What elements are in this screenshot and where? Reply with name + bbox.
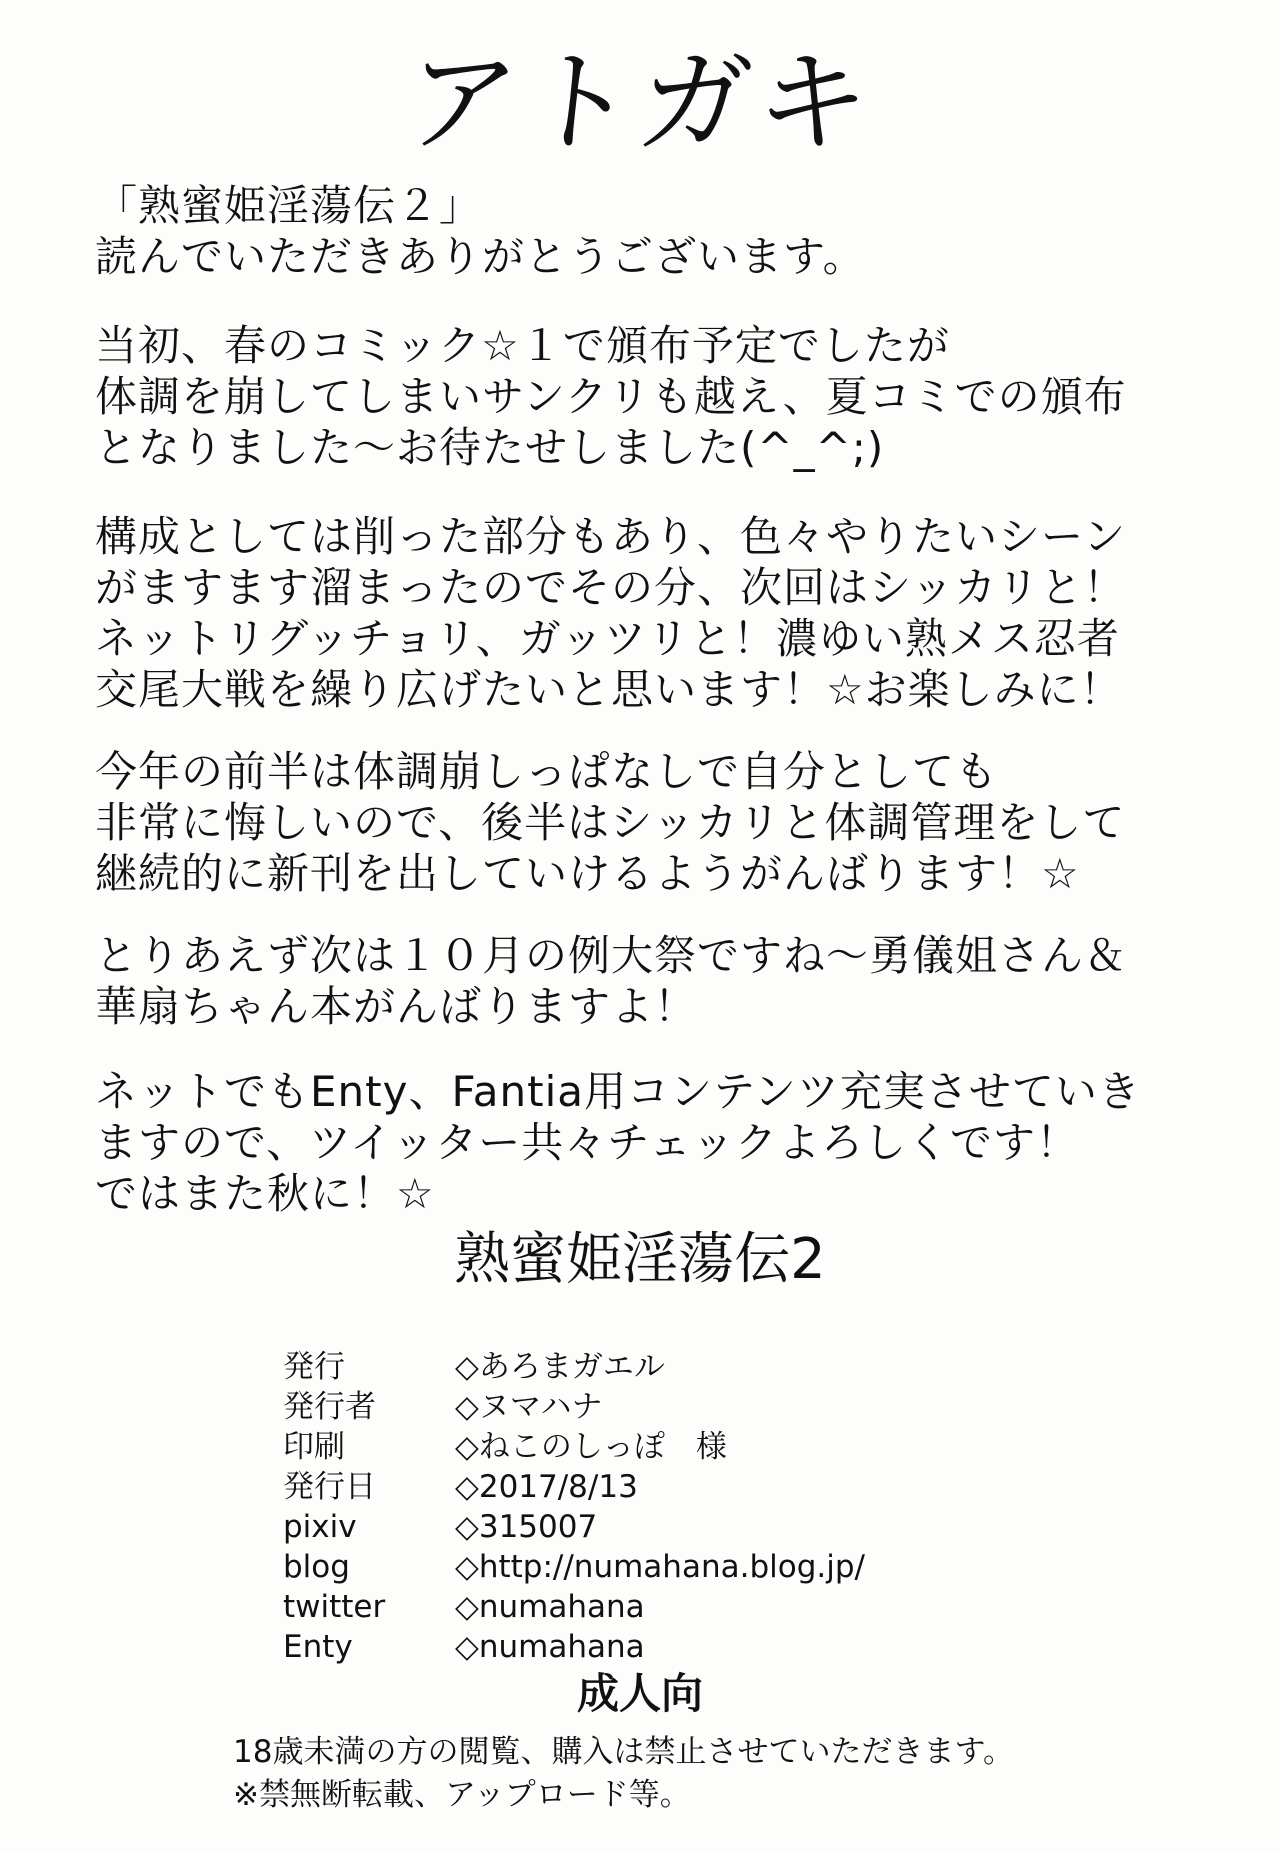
- colophon-value: ◇numahana: [455, 1589, 645, 1625]
- colophon-value: ◇ねこのしっぽ 様: [455, 1429, 727, 1465]
- colophon-value: ◇315007: [455, 1509, 598, 1545]
- adult-rating-label: 成人向: [576, 1669, 703, 1718]
- colophon-table: [283, 1347, 983, 1667]
- colophon-value: ◇2017/8/13: [455, 1469, 638, 1505]
- colophon-row-enty: [283, 1627, 983, 1667]
- paragraph-composition: [95, 511, 1215, 715]
- paragraph-greeting: [95, 180, 1215, 282]
- colophon-row-blog: [283, 1547, 983, 1587]
- text-line: 体調を崩してしまいサンクリも越え、夏コミでの頒布: [95, 372, 1127, 421]
- text-line: ますので、ツイッター共々チェックよろしくです！: [95, 1118, 1079, 1167]
- text-line: ネットリグッチョリ、ガッツリと！濃ゆい熟メス忍者: [95, 614, 1120, 663]
- text-line: とりあえず次は１０月の例大祭ですね〜勇儀姐さん＆: [95, 931, 1128, 980]
- text-line: ネットでもEnty、Fantia用コンテンツ充実させていき: [95, 1067, 1141, 1116]
- colophon-key: 発行者: [283, 1389, 376, 1425]
- colophon-row-date: [283, 1467, 983, 1507]
- colophon-key: Enty: [283, 1629, 353, 1665]
- colophon-value: ◇http://numahana.blog.jp/: [455, 1549, 865, 1585]
- colophon-row-issuer: [283, 1387, 983, 1427]
- text-line: 読んでいただきありがとうございます。: [95, 232, 866, 281]
- age-restriction-notice: 18歳未満の方の閲覧、購入は禁止させていただきます。: [233, 1734, 1014, 1770]
- text-line: 今年の前半は体調崩しっぱなしで自分としても: [95, 747, 999, 796]
- colophon-row-printer: [283, 1427, 983, 1467]
- paragraph-next-event: [95, 930, 1215, 1032]
- paragraph-online: [95, 1066, 1215, 1219]
- reproduction-notice: ※禁無断転載、アップロード等。: [233, 1777, 691, 1813]
- text-line: 交尾大戦を繰り広げたいと思います！☆お楽しみに！: [95, 665, 1123, 714]
- paragraph-health: [95, 746, 1215, 899]
- text-line: 非常に悔しいので、後半はシッカリと体調管理をして: [95, 798, 1126, 847]
- text-line: 構成としては削った部分もあり、色々やりたいシーン: [95, 512, 1127, 561]
- colophon-key: 発行: [283, 1349, 345, 1385]
- colophon-value: ◇あろまガエル: [455, 1349, 665, 1385]
- paragraph-release-delay: [95, 320, 1215, 473]
- colophon-key: blog: [283, 1549, 350, 1585]
- colophon-row-pixiv: [283, 1507, 983, 1547]
- text-line: 華扇ちゃん本がんばりますよ！: [95, 982, 698, 1031]
- text-line: 継続的に新刊を出していけるようがんばります！☆: [95, 849, 1080, 898]
- afterword-heading: アトガキ: [398, 38, 882, 168]
- colophon-key: 発行日: [283, 1469, 376, 1505]
- text-line: ではまた秋に！☆: [95, 1169, 435, 1218]
- text-line: 当初、春のコミック☆１で頒布予定でしたが: [95, 321, 950, 370]
- book-title: 熟蜜姫淫蕩伝2: [454, 1227, 826, 1292]
- colophon-value: ◇numahana: [455, 1629, 645, 1665]
- text-line: 「熟蜜姫淫蕩伝２」: [95, 181, 483, 230]
- colophon-key: pixiv: [283, 1509, 357, 1545]
- text-line: がますます溜まったのでその分、次回はシッカリと！: [95, 563, 1127, 612]
- colophon-key: twitter: [283, 1589, 386, 1625]
- text-line: となりました〜お待たせしました(^_^;): [95, 423, 885, 472]
- colophon-row-publisher: [283, 1347, 983, 1387]
- colophon-row-twitter: [283, 1587, 983, 1627]
- colophon-value: ◇ヌマハナ: [455, 1389, 603, 1425]
- colophon-key: 印刷: [283, 1429, 345, 1465]
